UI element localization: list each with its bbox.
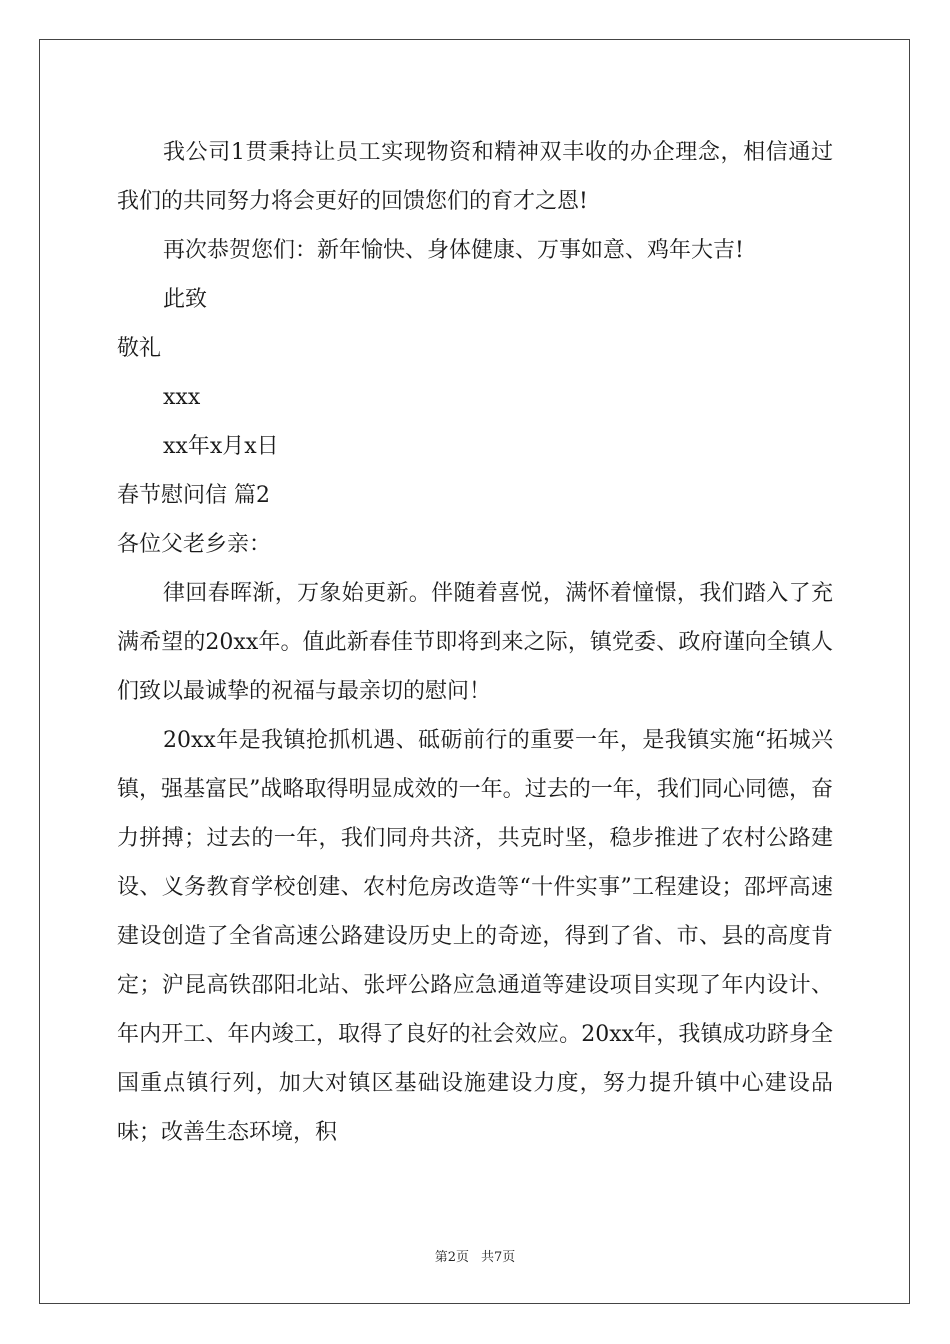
page-total: 共7页 bbox=[481, 1250, 516, 1265]
salutation-jingli: 敬礼 bbox=[117, 336, 162, 361]
paragraph-closing-remarks: 我公司1贯秉持让员工实现物资和精神双丰收的办企理念，相信通过我们的共同努力将会更好的回馈您们的育才之恩! bbox=[117, 140, 833, 214]
document-body bbox=[117, 128, 833, 1157]
paragraph-new-year-wishes: 再次恭贺您们：新年愉快、身体健康、万事如意、鸡年大吉! bbox=[163, 238, 744, 263]
signature-name: xxx bbox=[163, 385, 201, 410]
paragraph-year-review: 20xx年是我镇抢抓机遇、砥砺前行的重要一年，是我镇实施“拓城兴镇，强基富民”战略取得明显成效的一年。过去的一年，我们同心同德，奋力拼搏；过去的一年，我们同舟共济，共克时坚，稳步推进了农村公路建设、义务教育学校创建、农村危房改造等“十件实事”工程建设；邵坪高速建设创造了全省高速公路建设历史上的奇迹，得到了省、市、县的高度肯定；沪昆高铁邵阳北站、张坪公路应急通道等建设项目实现了年内设计、年内开工、年内竣工，取得了良好的社会效应。20xx年，我镇成功跻身全国重点镇行列，加大对镇区基础设施建设力度，努力提升镇中心建设品味；改善生态环境，积 bbox=[117, 728, 833, 1145]
salutation-cizhi: 此致 bbox=[163, 287, 208, 312]
page-footer bbox=[0, 1246, 950, 1265]
letter-greeting: 各位父老乡亲： bbox=[117, 532, 272, 557]
page-number: 第2页 bbox=[434, 1250, 469, 1265]
signature-date: xx年x月x日 bbox=[163, 434, 279, 459]
paragraph-spring-greeting: 律回春晖渐，万象始更新。伴随着喜悦，满怀着憧憬，我们踏入了充满希望的20xx年。值此新春佳节即将到来之际，镇党委、政府谨向全镇人们致以最诚挚的祝福与最亲切的慰问！ bbox=[117, 581, 833, 704]
section-heading: 春节慰问信 篇2 bbox=[117, 483, 270, 508]
